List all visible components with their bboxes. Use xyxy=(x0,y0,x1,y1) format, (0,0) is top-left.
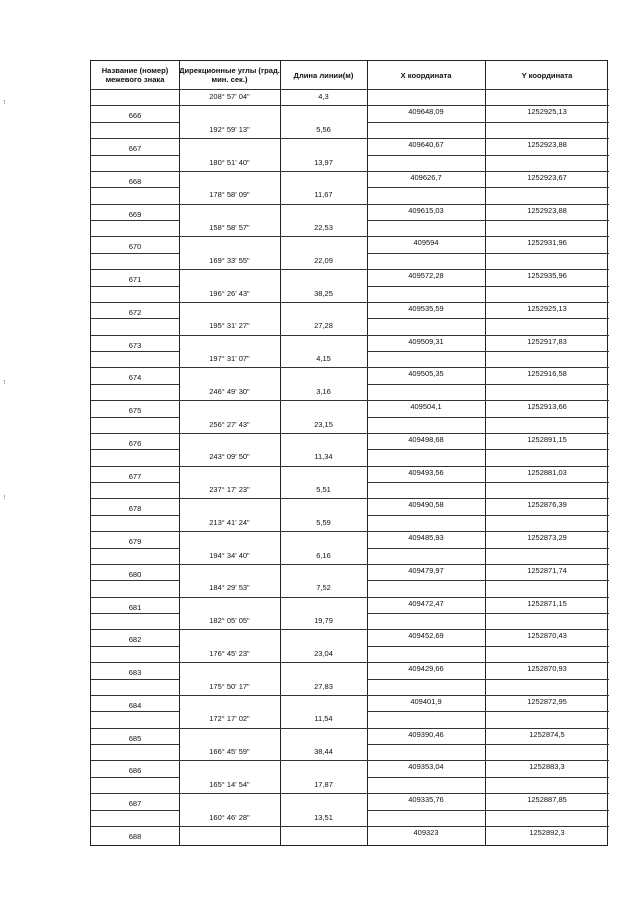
y-coordinate: 1252917,83 xyxy=(527,336,567,346)
segment-angle: 197° 31' 07" xyxy=(209,354,250,363)
segment-divider xyxy=(179,760,367,761)
y-coordinate: 1252891,15 xyxy=(527,434,567,444)
segment-angle: 182° 05' 05" xyxy=(209,616,250,625)
y-coordinate: 1252883,3 xyxy=(529,762,565,772)
segment-length: 23,15 xyxy=(314,419,333,429)
segment-angle: 243° 09' 50" xyxy=(209,452,250,462)
point-divider xyxy=(367,253,609,254)
x-coordinate: 409429,66 xyxy=(408,664,444,674)
segment-length: 38,25 xyxy=(314,288,333,298)
segment-divider xyxy=(179,105,367,106)
point-divider xyxy=(367,417,609,418)
scan-mark xyxy=(4,495,7,499)
point-divider xyxy=(91,695,179,696)
point-name: 668 xyxy=(128,176,142,186)
point-divider xyxy=(367,515,609,516)
point-name: 667 xyxy=(128,144,142,154)
point-divider xyxy=(367,351,609,352)
point-name: 669 xyxy=(128,209,142,219)
segment-length: 13,51 xyxy=(314,812,333,822)
point-name: 682 xyxy=(128,635,142,645)
segment-length: 22,53 xyxy=(314,223,333,232)
segment-angle: 172° 17' 02" xyxy=(209,714,250,724)
point-divider xyxy=(367,810,609,811)
point-name: 681 xyxy=(128,602,142,612)
point-divider xyxy=(91,335,179,336)
segment-angle: 169° 33' 55" xyxy=(209,255,250,265)
segment-angle: 176° 45' 23" xyxy=(209,648,250,658)
x-coordinate: 409353,04 xyxy=(408,762,444,772)
x-coordinate: 409509,31 xyxy=(408,336,444,346)
header-divider xyxy=(91,89,609,90)
point-divider xyxy=(91,662,179,663)
x-coordinate: 409390,46 xyxy=(408,729,444,739)
segment-divider xyxy=(179,171,367,172)
point-divider xyxy=(91,629,179,630)
point-divider xyxy=(367,777,609,778)
point-divider xyxy=(91,138,179,139)
y-coordinate: 1252870,43 xyxy=(527,631,567,641)
point-name: 674 xyxy=(128,373,142,383)
x-coordinate: 409594 xyxy=(413,238,439,248)
segment-angle: 160° 46' 28" xyxy=(209,812,250,822)
point-divider xyxy=(367,711,609,712)
header-name: Название (номер) межевого знака xyxy=(101,66,169,84)
y-coordinate: 1252935,96 xyxy=(527,271,567,281)
x-coordinate: 409490,58 xyxy=(408,500,444,510)
point-name: 672 xyxy=(128,307,142,317)
point-divider xyxy=(367,646,609,647)
point-name: 685 xyxy=(128,733,142,743)
point-divider xyxy=(367,744,609,745)
segment-angle: 165° 14' 54" xyxy=(209,779,250,789)
segment-length: 17,87 xyxy=(314,779,333,789)
point-divider xyxy=(91,236,179,237)
x-coordinate: 409626,7 xyxy=(410,172,442,182)
segment-divider xyxy=(179,302,367,303)
point-divider xyxy=(91,433,179,434)
segment-divider xyxy=(179,629,367,630)
point-name: 671 xyxy=(128,275,142,285)
header-length: Длина линии(м) xyxy=(293,70,354,80)
segment-angle: 194° 34' 40" xyxy=(209,550,250,560)
point-divider xyxy=(91,760,179,761)
point-divider xyxy=(367,482,609,483)
point-divider xyxy=(91,564,179,565)
x-coordinate: 409335,76 xyxy=(408,795,444,805)
y-coordinate: 1252923,88 xyxy=(527,205,567,215)
point-divider xyxy=(367,187,609,188)
y-coordinate: 1252913,66 xyxy=(527,402,567,412)
y-coordinate: 1252931,96 xyxy=(527,238,567,248)
header-x: X координата xyxy=(400,70,452,80)
y-coordinate: 1252916,58 xyxy=(527,369,567,379)
point-name: 666 xyxy=(128,111,142,121)
y-coordinate: 1252892,3 xyxy=(529,827,565,837)
segment-angle: 246° 49' 30" xyxy=(209,386,250,396)
segment-length: 13,97 xyxy=(314,157,333,167)
point-divider xyxy=(367,286,609,287)
point-divider xyxy=(91,105,179,106)
point-divider xyxy=(91,466,179,467)
point-name: 687 xyxy=(128,799,142,809)
segment-angle: 158° 58' 57" xyxy=(209,223,250,232)
point-name: 688 xyxy=(128,831,142,841)
segment-divider xyxy=(179,367,367,368)
segment-divider xyxy=(179,269,367,270)
segment-length: 11,67 xyxy=(314,190,333,200)
segment-divider xyxy=(179,531,367,532)
point-divider xyxy=(91,302,179,303)
y-coordinate: 1252872,95 xyxy=(527,696,567,706)
segment-length: 5,59 xyxy=(316,517,331,527)
point-divider xyxy=(91,400,179,401)
x-coordinate: 409505,35 xyxy=(408,369,444,379)
x-coordinate: 409472,47 xyxy=(408,598,444,608)
segment-length: 27,28 xyxy=(314,321,333,331)
y-coordinate: 1252874,5 xyxy=(529,729,565,739)
point-divider xyxy=(91,498,179,499)
point-divider xyxy=(367,613,609,614)
segment-length: 5,51 xyxy=(316,485,331,494)
x-coordinate: 409452,69 xyxy=(408,631,444,641)
point-divider xyxy=(367,155,609,156)
x-coordinate: 409485,93 xyxy=(408,533,444,543)
y-coordinate: 1252925,13 xyxy=(527,303,567,313)
segment-length: 3,16 xyxy=(316,386,331,396)
y-coordinate: 1252873,29 xyxy=(527,533,567,543)
y-coordinate: 1252887,85 xyxy=(527,795,567,805)
segment-divider xyxy=(179,695,367,696)
point-name: 683 xyxy=(128,668,142,678)
segment-angle: 237° 17' 23" xyxy=(209,485,250,494)
segment-divider xyxy=(179,564,367,565)
point-divider xyxy=(91,204,179,205)
point-divider xyxy=(367,548,609,549)
point-divider xyxy=(367,449,609,450)
point-name: 686 xyxy=(128,766,142,776)
segment-divider xyxy=(179,400,367,401)
segment-length: 4,15 xyxy=(316,354,331,363)
y-coordinate: 1252923,88 xyxy=(527,140,567,150)
point-divider xyxy=(367,122,609,123)
point-name: 676 xyxy=(128,438,142,448)
segment-angle: 208° 57' 04" xyxy=(209,92,250,101)
x-coordinate: 409493,56 xyxy=(408,467,444,477)
segment-divider xyxy=(179,597,367,598)
segment-angle: 213° 41' 24" xyxy=(209,517,250,527)
x-coordinate: 409401,9 xyxy=(410,696,442,706)
segment-divider xyxy=(179,204,367,205)
segment-divider xyxy=(179,793,367,794)
segment-angle: 166° 45' 59" xyxy=(209,747,250,756)
point-name: 684 xyxy=(128,700,142,710)
segment-divider xyxy=(179,826,367,827)
point-name: 680 xyxy=(128,569,142,579)
segment-length: 4,3 xyxy=(318,92,329,101)
segment-angle: 180° 51' 40" xyxy=(209,157,250,167)
segment-length: 11,34 xyxy=(314,452,333,462)
header-y: Y координата xyxy=(521,70,573,80)
x-coordinate: 409323 xyxy=(413,827,439,837)
x-coordinate: 409479,97 xyxy=(408,565,444,575)
y-coordinate: 1252870,93 xyxy=(527,664,567,674)
point-divider xyxy=(91,531,179,532)
segment-divider xyxy=(179,498,367,499)
coordinates-table xyxy=(90,60,608,846)
segment-length: 7,52 xyxy=(316,583,331,593)
x-coordinate: 409572,28 xyxy=(408,271,444,281)
point-divider xyxy=(91,793,179,794)
segment-divider xyxy=(179,662,367,663)
segment-length: 38,44 xyxy=(314,747,333,756)
segment-divider xyxy=(179,466,367,467)
scan-mark xyxy=(4,380,7,384)
x-coordinate: 409615,03 xyxy=(408,205,444,215)
x-coordinate: 409535,59 xyxy=(408,303,444,313)
point-divider xyxy=(367,679,609,680)
segment-divider xyxy=(179,138,367,139)
segment-length: 5,56 xyxy=(316,124,331,134)
segment-angle: 178° 58' 09" xyxy=(209,190,250,200)
segment-angle: 184° 29' 53" xyxy=(209,583,250,593)
segment-angle: 196° 26' 43" xyxy=(209,288,250,298)
point-name: 679 xyxy=(128,537,142,547)
point-name: 675 xyxy=(128,406,142,416)
segment-divider xyxy=(179,433,367,434)
point-divider xyxy=(367,318,609,319)
point-divider xyxy=(91,826,179,827)
segment-length: 19,79 xyxy=(314,616,333,625)
point-divider xyxy=(91,367,179,368)
point-name: 673 xyxy=(128,340,142,350)
segment-divider xyxy=(179,728,367,729)
segment-length: 11,54 xyxy=(314,714,333,724)
point-divider xyxy=(367,384,609,385)
y-coordinate: 1252871,74 xyxy=(527,565,567,575)
point-name: 670 xyxy=(128,242,142,252)
segment-angle: 175° 50' 17" xyxy=(209,681,250,691)
scan-mark xyxy=(4,100,7,104)
segment-angle: 195° 31' 27" xyxy=(209,321,250,331)
x-coordinate: 409648,09 xyxy=(408,107,444,117)
segment-divider xyxy=(179,236,367,237)
segment-angle: 256° 27' 43" xyxy=(209,419,250,429)
point-divider xyxy=(91,171,179,172)
segment-length: 22,09 xyxy=(314,255,333,265)
y-coordinate: 1252876,39 xyxy=(527,500,567,510)
y-coordinate: 1252923,67 xyxy=(527,172,567,182)
x-coordinate: 409640,67 xyxy=(408,140,444,150)
point-divider xyxy=(91,728,179,729)
point-divider xyxy=(91,269,179,270)
y-coordinate: 1252881,03 xyxy=(527,467,567,477)
point-divider xyxy=(91,597,179,598)
header-angle: Дирекционные углы (град. мин. сек.) xyxy=(179,66,280,84)
point-name: 678 xyxy=(128,504,142,514)
segment-angle: 192° 59' 13" xyxy=(209,124,250,134)
segment-length: 27,83 xyxy=(314,681,333,691)
point-divider xyxy=(367,580,609,581)
x-coordinate: 409504,1 xyxy=(410,402,442,412)
segment-length: 23,04 xyxy=(314,648,333,658)
x-coordinate: 409498,68 xyxy=(408,434,444,444)
segment-divider xyxy=(179,335,367,336)
y-coordinate: 1252871,15 xyxy=(527,598,567,608)
segment-length: 6,16 xyxy=(316,550,331,560)
point-name: 677 xyxy=(128,471,142,481)
point-divider xyxy=(367,220,609,221)
y-coordinate: 1252925,13 xyxy=(527,107,567,117)
